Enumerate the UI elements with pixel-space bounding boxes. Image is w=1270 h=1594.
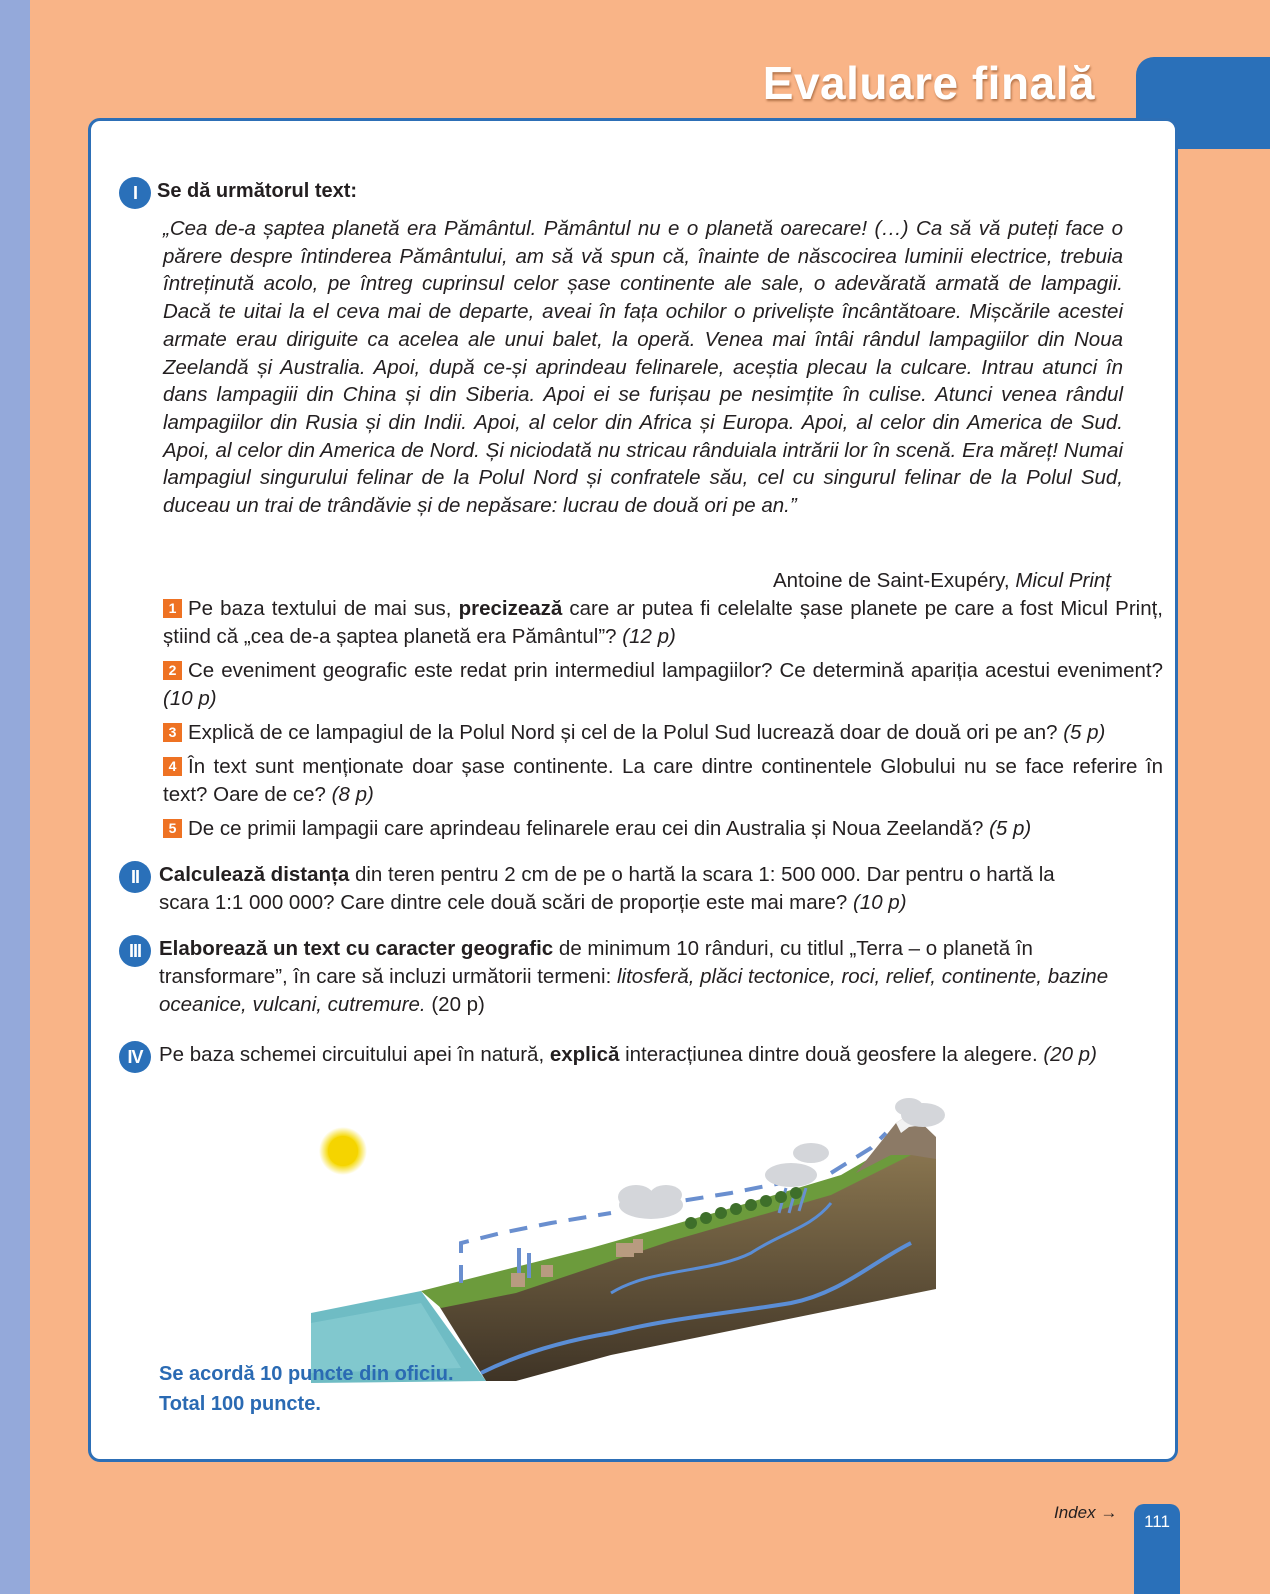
question-number: 4 xyxy=(163,757,182,776)
score-note-line-2: Total 100 puncte. xyxy=(159,1393,321,1415)
section-marker-1: I xyxy=(119,177,151,209)
index-link[interactable] xyxy=(1054,1503,1117,1523)
question-5: 5 De ce primii lampagii care aprindeau felinarele erau cei din Australia și Noua Zeelandă? (5 p) xyxy=(163,815,1163,843)
side-strip xyxy=(0,0,30,1594)
page-number: 111 xyxy=(1144,1512,1170,1531)
section-4-text: Pe baza schemei circuitului apei în natură, explică interacțiunea dintre două geosfere la alegere. (20 p) xyxy=(159,1043,1097,1066)
quote-text: „Cea de-a șaptea planetă era Pământul. Pământul nu e o planetă oarecare! (…) Ca să vă puteți face o părere despre întinderea Pământului, am să vă spun că, înainte de născocirea luminii electrice, trebuia întreținută acolo, pe întreg cuprinsul celor șase continente ale sale, o adevărată armată de lampagii. Dacă te uitai la el ceva mai de departe, aveai în fața ochilor o priveliște încântătoare. Mișcările acestei armate erau diriguite ca acelea ale unui balet, la operă. Venea mai întâi rândul lampagiilor din Noua Zeelandă și Australia. Apoi, după ce-și aprindeau felinarele, aceștia plecau la culcare. Intrau atunci în dans lampagiii din China și din Siberia. Apoi ei se furișau pe nesimțite în culise. Atunci venea rândul lampagiilor din Rusia și din Indii. Apoi, al celor din Africa și Europa. Apoi, al celor din America de Sud. Apoi, al celor din America de Nord. Și niciodată nu stricau rânduiala intrării lor în scenă. Era măreț! Numai lampagiul singurului felinar de la Polul Nord și confratele său, cel cu singurul felinar de la Polul Sud, duceau un trai de trândăvie și de nepăsare: lucrau de două ori pe an.” xyxy=(163,217,1123,518)
page-title: Evaluare finală xyxy=(762,57,1095,109)
page-number-tab xyxy=(1134,1504,1180,1594)
score-note xyxy=(159,1359,454,1419)
question-2: 2 Ce eveniment geografic este redat prin intermediul lampagiilor? Ce determină apariția acestui eveniment? (10 p) xyxy=(163,659,1163,710)
quote-attribution xyxy=(773,569,1111,593)
exam-panel xyxy=(88,118,1178,1462)
water-cycle-illustration xyxy=(311,1093,1051,1383)
question-4: 4 În text sunt menționate doar șase continente. La care dintre continentele Globului nu se face referire în text? Oare de ce? (8 p) xyxy=(163,755,1163,806)
section-marker-4: IV xyxy=(119,1041,151,1073)
question-3: 3 Explică de ce lampagiul de la Polul Nord și cel de la Polul Sud lucrează doar de două ori pe an? (5 p) xyxy=(163,719,1163,747)
section-2-text: Calculează distanța din teren pentru 2 cm de pe o hartă la scara 1: 500 000. Dar pentru o hartă la scara 1:1 000 000? Care dintre cele două scări de proporție este mai mare? (10 p) xyxy=(159,863,1055,914)
sun-core xyxy=(328,1136,358,1166)
section-marker-3: III xyxy=(119,935,151,967)
arrow-right-icon: → xyxy=(1100,1503,1118,1522)
soil-block xyxy=(431,1148,936,1381)
quote-author: Antoine de Saint-Exupéry, xyxy=(772,569,1010,592)
score-note-line-1: Se acordă 10 puncte din oficiu. xyxy=(159,1363,454,1385)
section-3-text: Elaborează un text cu caracter geografic de minimum 10 rânduri, cu titlul „Terra – o planetă în transformare”, în care să incluzi următorii termeni: litosferă, plăci tectonice, roci, relief, continente, bazine oceanice, vulcani, cutremure. (20 p) xyxy=(159,937,1109,1016)
section-1-heading: Se dă următorul text: xyxy=(157,180,358,202)
question-1: 1 Pe baza textului de mai sus, precizează care ar putea fi celelalte șase planete pe care a fost Micul Prinț, știind că „cea de-a șaptea planetă era Pământul”? (12 p) xyxy=(163,597,1163,648)
section-marker-2: II xyxy=(119,861,151,893)
question-number: 1 xyxy=(163,599,182,618)
index-label: Index xyxy=(1054,1503,1096,1522)
question-number: 5 xyxy=(163,819,182,838)
question-number: 3 xyxy=(163,723,182,742)
question-number: 2 xyxy=(163,661,182,680)
quote-book: Micul Prinț xyxy=(1015,569,1111,592)
